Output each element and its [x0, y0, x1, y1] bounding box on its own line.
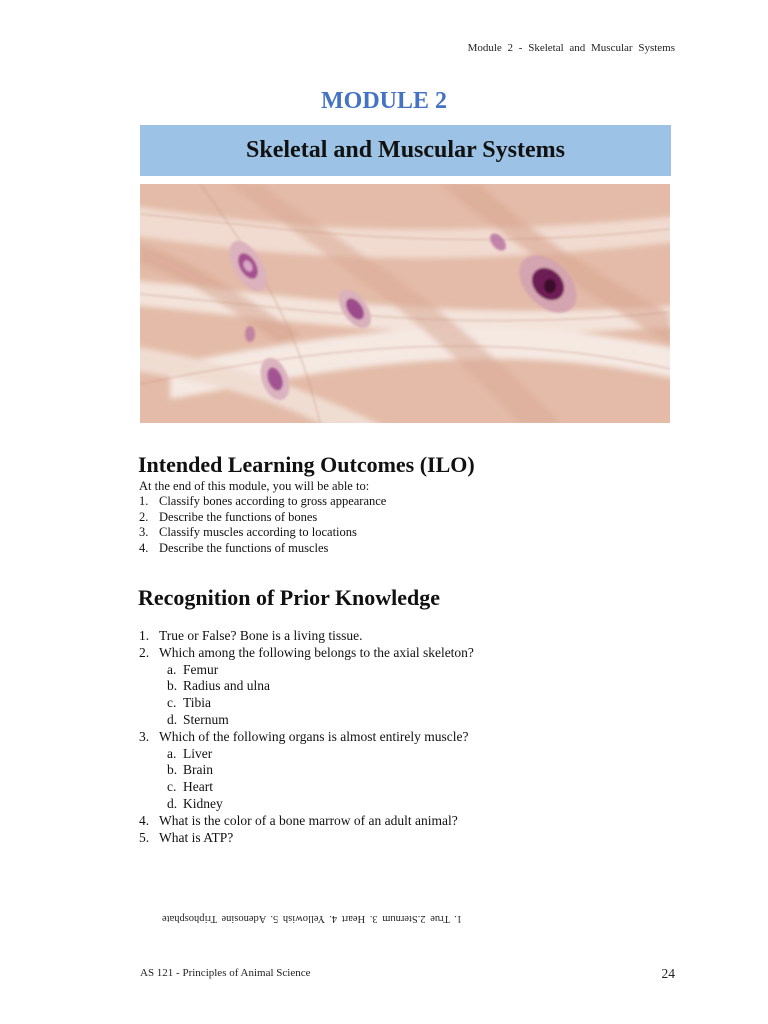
question-text: What is ATP? — [159, 829, 234, 845]
option-letter: d. — [167, 711, 178, 727]
module-title-band — [140, 125, 671, 176]
option-letter: b. — [167, 678, 178, 694]
prior-knowledge-heading: Recognition of Prior Knowledge — [138, 585, 441, 610]
quiz-question — [139, 830, 474, 847]
option-letter: c. — [167, 695, 177, 711]
option-text: Tibia — [183, 695, 212, 711]
option-text: Femur — [183, 661, 219, 677]
option-text: Radius and ulna — [183, 678, 270, 694]
ilo-list — [139, 494, 386, 556]
option-list — [139, 662, 474, 729]
question-text: True or False? Bone is a living tissue. — [159, 628, 363, 643]
item-number: 4. — [139, 540, 149, 555]
option-letter: b. — [167, 762, 178, 778]
option-text: Heart — [183, 779, 213, 795]
option-item — [167, 712, 474, 729]
option-item — [167, 779, 474, 796]
question-text: What is the color of a bone marrow of an adult animal? — [159, 812, 458, 828]
item-text: Classify bones according to gross appearance — [159, 494, 387, 508]
upside-down-answer-key: 1. True 2.Sternum 3. Heart 4. Yellowish 5. Adenosine Triphosphate — [161, 913, 463, 924]
option-item — [167, 678, 474, 695]
question-number: 1. — [139, 628, 150, 643]
quiz-question — [139, 813, 474, 830]
option-text: Brain — [183, 762, 213, 778]
muscle-micrograph-image — [140, 184, 670, 423]
option-item — [167, 746, 474, 763]
list-item — [139, 494, 386, 510]
quiz-question — [139, 729, 474, 813]
option-text: Sternum — [183, 711, 229, 727]
option-letter: c. — [167, 779, 177, 795]
question-text: Which of the following organs is almost entirely muscle? — [159, 728, 469, 744]
list-item — [139, 541, 386, 557]
prior-knowledge-quiz — [139, 628, 474, 846]
question-number: 5. — [139, 829, 150, 845]
running-header: Module 2 - Skeletal and Muscular Systems — [467, 42, 675, 54]
list-item — [139, 525, 386, 541]
item-number: 1. — [139, 494, 149, 508]
list-item — [139, 510, 386, 526]
item-text: Classify muscles according to locations — [159, 525, 357, 539]
option-item — [167, 662, 474, 679]
page-number: 24 — [661, 966, 675, 981]
ilo-heading: Intended Learning Outcomes (ILO) — [138, 452, 475, 477]
module-title: Skeletal and Muscular Systems — [246, 137, 565, 163]
option-list — [139, 746, 474, 813]
option-text: Kidney — [183, 795, 223, 811]
quiz-question — [139, 628, 474, 645]
module-label: MODULE 2 — [321, 88, 447, 114]
option-letter: a. — [167, 745, 177, 761]
item-number: 3. — [139, 525, 149, 539]
option-item — [167, 762, 474, 779]
item-text: Describe the functions of muscles — [159, 540, 329, 555]
quiz-question — [139, 645, 474, 729]
ilo-intro: At the end of this module, you will be able to: — [139, 479, 370, 493]
option-item — [167, 796, 474, 813]
footer-course-title: AS 121 - Principles of Animal Science — [140, 967, 311, 979]
option-letter: a. — [167, 661, 177, 677]
option-text: Liver — [183, 745, 213, 761]
question-number: 2. — [139, 644, 150, 660]
option-letter: d. — [167, 795, 178, 811]
question-number: 3. — [139, 728, 150, 744]
question-number: 4. — [139, 812, 150, 828]
item-number: 2. — [139, 509, 149, 524]
item-text: Describe the functions of bones — [159, 509, 318, 524]
option-item — [167, 695, 474, 712]
question-text: Which among the following belongs to the axial skeleton? — [159, 644, 474, 660]
